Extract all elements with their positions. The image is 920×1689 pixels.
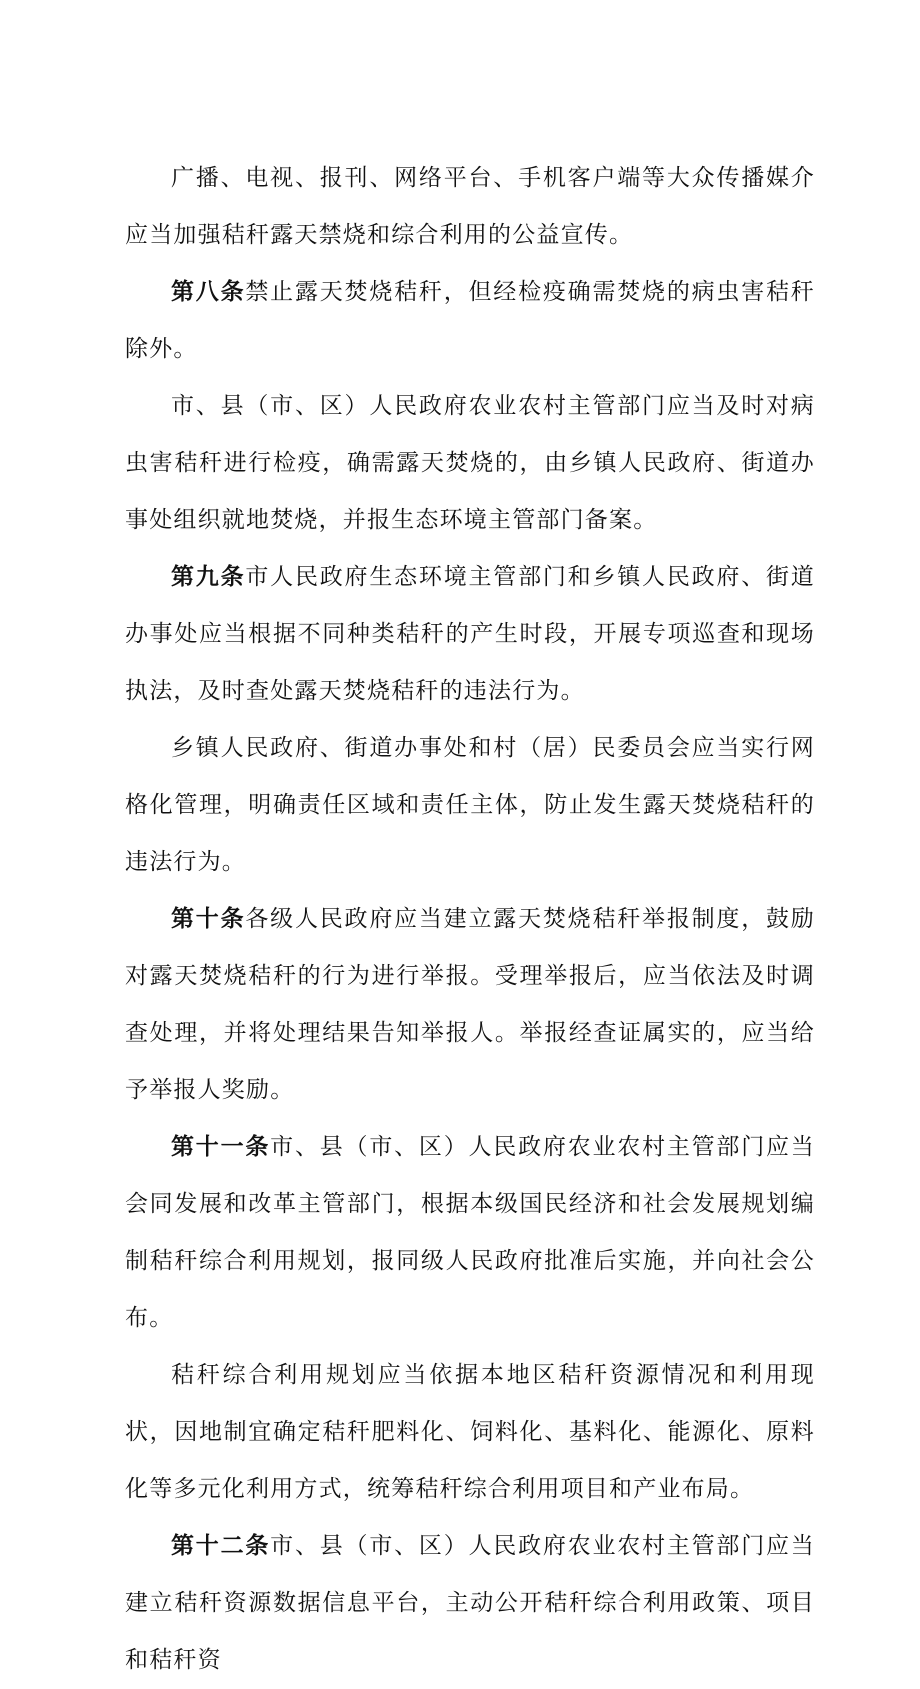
paragraph-5 bbox=[125, 720, 815, 891]
paragraph-text: 市、县（市、区）人民政府农业农村主管部门应当建立秸秆资源数据信息平台，主动公开秸秆综合利用政策、项目和秸秆资 bbox=[125, 1533, 815, 1673]
paragraph-3 bbox=[125, 378, 815, 549]
article-number: 第八条 bbox=[171, 279, 246, 305]
paragraph-8 bbox=[125, 1347, 815, 1518]
paragraph-article-10 bbox=[125, 891, 815, 1119]
paragraph-article-11 bbox=[125, 1119, 815, 1347]
paragraph-text: 市、县（市、区）人民政府农业农村主管部门应当会同发展和改革主管部门，根据本级国民经济和社会发展规划编制秸秆综合利用规划，报同级人民政府批准后实施，并向社会公布。 bbox=[125, 1134, 815, 1331]
article-number: 第九条 bbox=[171, 564, 246, 590]
article-number: 第十二条 bbox=[171, 1533, 271, 1559]
paragraph-text: 乡镇人民政府、街道办事处和村（居）民委员会应当实行网格化管理，明确责任区域和责任主体，防止发生露天焚烧秸秆的违法行为。 bbox=[125, 735, 815, 875]
paragraph-text: 禁止露天焚烧秸秆，但经检疫确需焚烧的病虫害秸秆除外。 bbox=[125, 279, 815, 362]
article-number: 第十条 bbox=[171, 906, 246, 932]
paragraph-text: 各级人民政府应当建立露天焚烧秸秆举报制度，鼓励对露天焚烧秸秆的行为进行举报。受理举报后，应当依法及时调查处理，并将处理结果告知举报人。举报经查证属实的，应当给予举报人奖励。 bbox=[125, 906, 815, 1103]
paragraph-article-8 bbox=[125, 264, 815, 378]
paragraph-text: 秸秆综合利用规划应当依据本地区秸秆资源情况和利用现状，因地制宜确定秸秆肥料化、饲料化、基料化、能源化、原料化等多元化利用方式，统筹秸秆综合利用项目和产业布局。 bbox=[125, 1362, 815, 1502]
paragraph-article-9 bbox=[125, 549, 815, 720]
paragraph-1 bbox=[125, 150, 815, 264]
paragraph-text: 市人民政府生态环境主管部门和乡镇人民政府、街道办事处应当根据不同种类秸秆的产生时段，开展专项巡查和现场执法，及时查处露天焚烧秸秆的违法行为。 bbox=[125, 564, 815, 704]
paragraph-text: 市、县（市、区）人民政府农业农村主管部门应当及时对病虫害秸秆进行检疫，确需露天焚烧的，由乡镇人民政府、街道办事处组织就地焚烧，并报生态环境主管部门备案。 bbox=[125, 393, 815, 533]
article-number: 第十一条 bbox=[171, 1134, 271, 1160]
document-body bbox=[125, 150, 815, 1689]
paragraph-article-12 bbox=[125, 1518, 815, 1689]
paragraph-text: 广播、电视、报刊、网络平台、手机客户端等大众传播媒介应当加强秸秆露天禁烧和综合利用的公益宣传。 bbox=[125, 165, 815, 248]
